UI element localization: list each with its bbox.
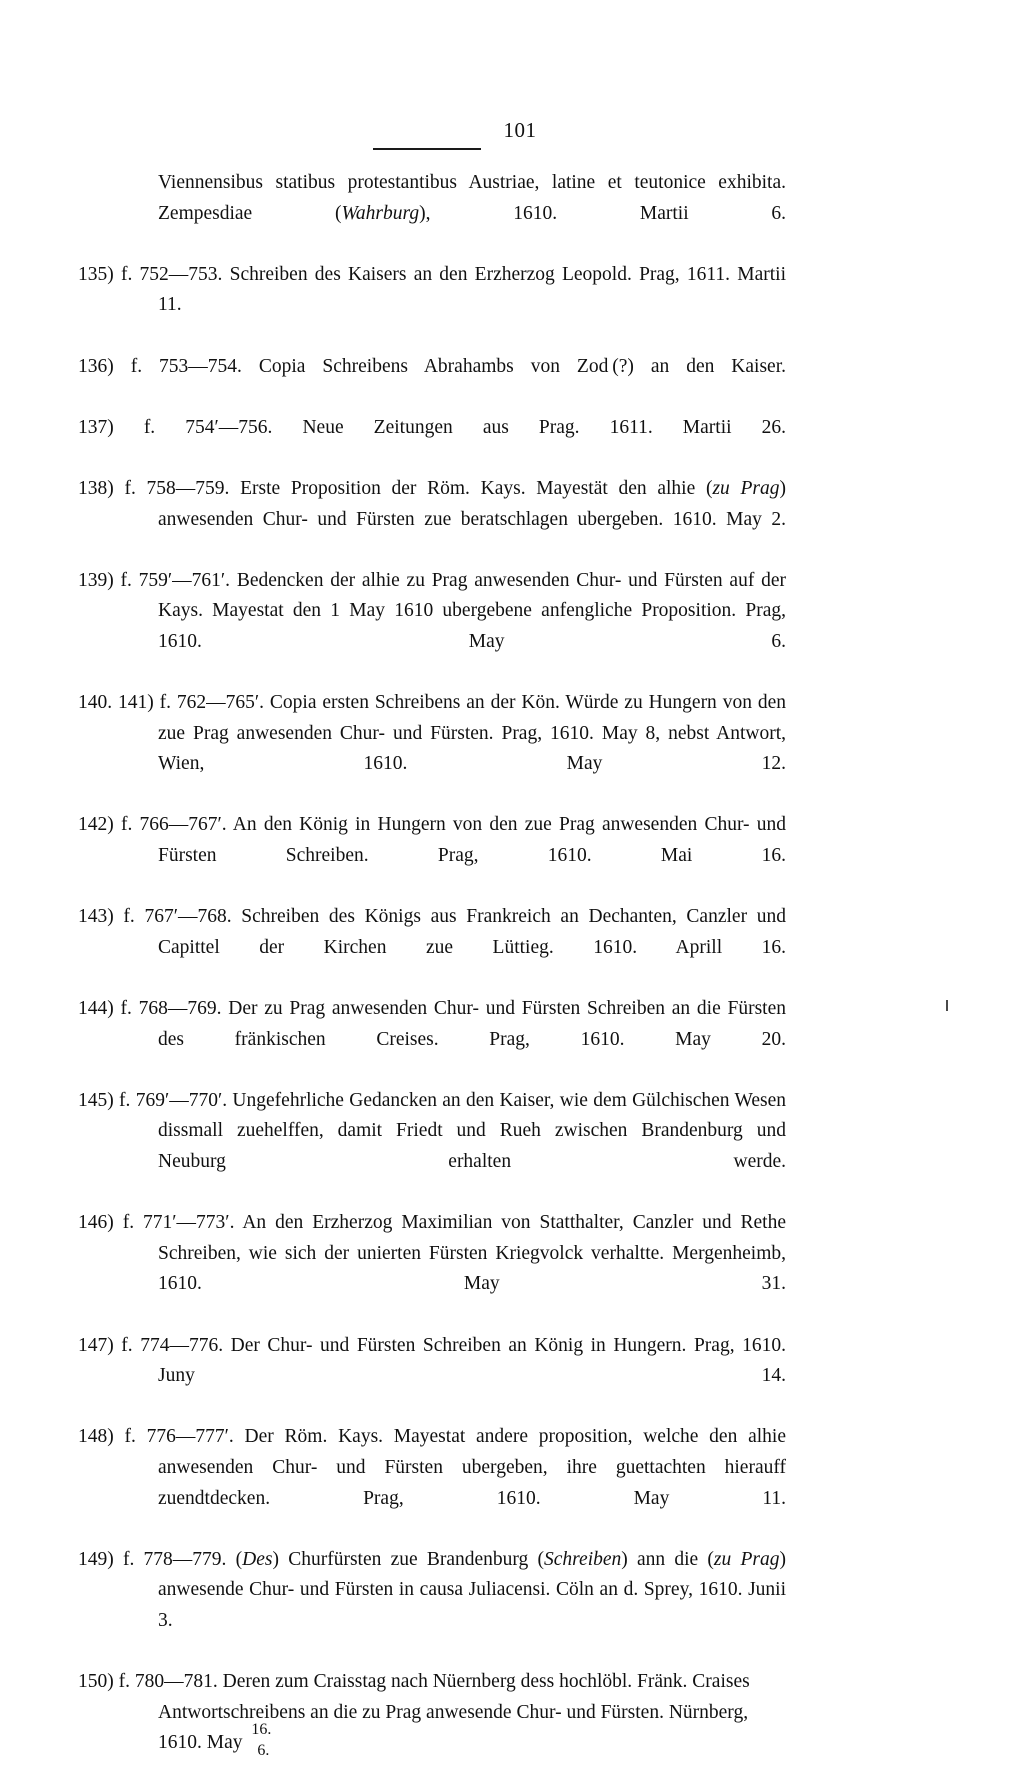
entry-text: 150) f. 780—781. Deren zum Craisstag nach Nüernberg dess hochlöbl. Fränk. Craises Antwortschreibens an die zu Prag anwesende Chur- und Fürsten. Nürnberg, 1610. May xyxy=(78,1671,750,1754)
catalogue-entry xyxy=(78,1667,786,1789)
catalogue-entry xyxy=(78,260,786,352)
catalogue-entry xyxy=(78,566,786,688)
header-rule xyxy=(373,148,481,150)
entry-text: 136) f. 753—754. Copia Schreibens Abrahambs von Zod (?) an den Kaiser. xyxy=(78,355,786,377)
date-old-style: 6. xyxy=(257,1741,270,1759)
catalogue-entry xyxy=(78,474,786,566)
entry-text: ) Churfürsten zue Brandenburg ( xyxy=(272,1548,545,1570)
scan-artifact-speck xyxy=(946,1000,948,1011)
date-new-style: 16. xyxy=(251,1720,272,1738)
entry-text: 135) f. 752—753. Schreiben des Kaisers an den Erzherzog Leopold. Prag, 1611. Martii 11. xyxy=(78,263,786,316)
catalogue-entry xyxy=(78,994,786,1086)
entry-text: ) ann die ( xyxy=(621,1548,714,1570)
catalogue-entry xyxy=(78,810,786,902)
editorial-italic-text: Des xyxy=(242,1548,273,1570)
catalogue-entry xyxy=(78,1545,786,1667)
entry-text: 140. 141) f. 762—765′. Copia ersten Schreibens an der Kön. Würde zu Hungern von den zue Prag anwesenden Chur- und Fürsten. Prag, 1610. May 8, nebst Antwort, Wien, 1610. May 12. xyxy=(78,692,786,775)
catalogue-entry xyxy=(78,902,786,994)
entry-text: ), 1610. Martii 6. xyxy=(419,202,786,224)
editorial-italic-text: zu Prag xyxy=(712,477,780,499)
catalogue-entry xyxy=(78,1331,786,1423)
catalogue-entry-continuation xyxy=(78,168,786,260)
editorial-italic-text: zu Prag xyxy=(713,1548,780,1570)
entry-text: 148) f. 776—777′. Der Röm. Kays. Mayestat andere proposition, welche den alhie anwesenden Chur- und Fürsten ubergeben, ihre guettachten hierauff zuendtdecken. Prag, 1610. May 11. xyxy=(78,1426,786,1509)
editorial-italic-text: Schreiben xyxy=(544,1548,622,1570)
entry-text: 137) f. 754′—756. Neue Zeitungen aus Prag. 1611. Martii 26. xyxy=(78,416,786,438)
entry-text: 144) f. 768—769. Der zu Prag anwesenden Chur- und Fürsten Schreiben an die Fürsten des fränkischen Creises. Prag, 1610. May 20. xyxy=(78,998,786,1050)
old-new-style-date-stack xyxy=(247,1720,277,1759)
editorial-italic-text: Wahrburg xyxy=(341,202,420,224)
entry-text: 139) f. 759′—761′. Bedencken der alhie zu Prag anwesenden Chur- und Fürsten auf der Kays. Mayestat den 1 May 1610 ubergebene anfengliche Proposition. Prag, 1610. May 6. xyxy=(78,569,786,652)
entry-text: Viennensibus statibus protestantibus Austriae, latine et teutonice exhibita. Zempesdiae ( xyxy=(158,172,786,224)
page-header xyxy=(0,118,1024,143)
entry-text: 149) f. 778—779. ( xyxy=(78,1548,243,1570)
entry-text: 142) f. 766—767′. An den König in Hungern von den zue Prag anwesenden Chur- und Fürsten Schreiben. Prag, 1610. Mai 16. xyxy=(78,814,786,867)
page-number: 101 xyxy=(503,118,537,142)
catalogue-entry xyxy=(78,413,786,474)
catalogue-entry-list xyxy=(78,168,786,1789)
catalogue-entry xyxy=(78,1422,786,1544)
entry-text: ) anwesenden Chur- und Fürsten zue beratschlagen ubergeben. 1610. May 2. xyxy=(158,477,787,530)
entry-text: ) anwesende Chur- und Fürsten in causa Juliacensi. Cöln an d. Sprey, 1610. Junii 3. xyxy=(158,1548,786,1631)
entry-text: 145) f. 769′—770′. Ungefehrliche Gedancken an den Kaiser, wie dem Gülchischen Wesen dissmall zuehelffen, damit Friedt und Rueh zwischen Brandenburg und Neuburg erhalten werde. xyxy=(78,1089,786,1172)
catalogue-entry xyxy=(78,688,786,810)
entry-text: 146) f. 771′—773′. An den Erzherzog Maximilian von Statthalter, Canzler und Rethe Schreiben, wie sich der unierten Fürsten Kriegvolck verhaltte. Mergenheimb, 1610. May 31. xyxy=(78,1212,786,1295)
entry-text: 138) f. 758—759. Erste Proposition der Röm. Kays. Mayestät den alhie ( xyxy=(78,477,713,499)
entry-text: 147) f. 774—776. Der Chur- und Fürsten Schreiben an König in Hungern. Prag, 1610. Juny 14. xyxy=(78,1334,786,1387)
catalogue-entry xyxy=(78,352,786,413)
catalogue-entry xyxy=(78,1086,786,1208)
entry-text: 143) f. 767′—768. Schreiben des Königs aus Frankreich an Dechanten, Canzler und Capittel der Kirchen zue Lüttieg. 1610. Aprill 16. xyxy=(78,906,786,958)
catalogue-entry xyxy=(78,1208,786,1330)
